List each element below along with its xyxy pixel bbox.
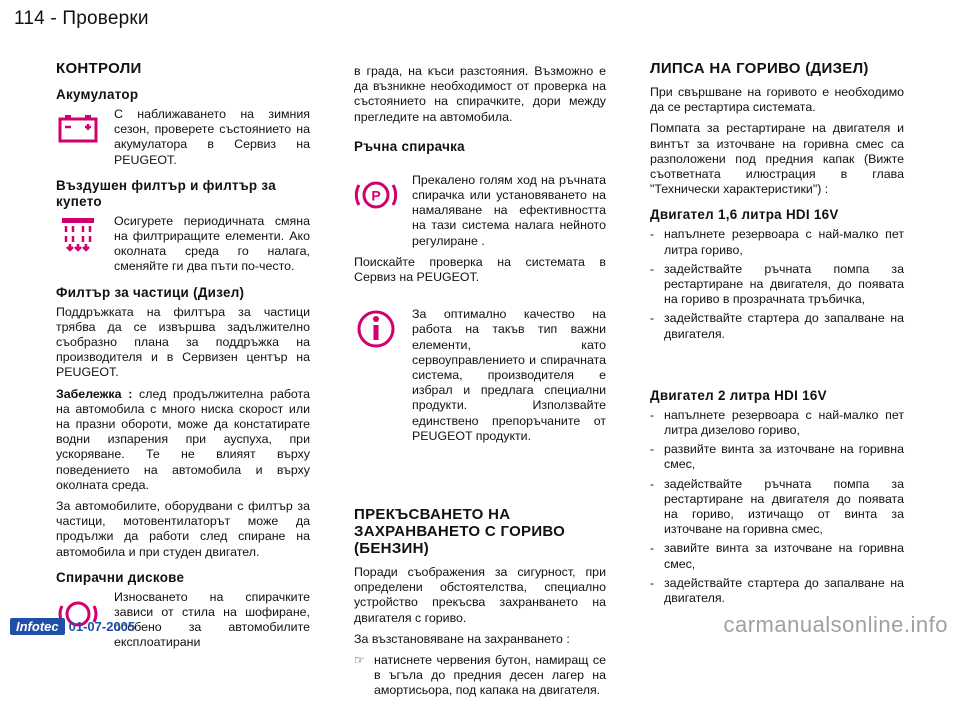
brake-discs-title: Спирачни дискове — [56, 569, 185, 585]
fuel-cut-heading: ПРЕКЪСВАНЕТО НА ЗАХРАНВАНЕТО С ГОРИВО (БЕНЗИН) — [354, 506, 566, 558]
fuel-cut-list — [354, 653, 606, 699]
particulate-filter-title: Филтър за частици (Дизел) — [56, 284, 245, 300]
list-item: ☞ натиснете червения бутон, намиращ се в ъгъла до предния десен лагер на амортисьора, под капака на двигателя. — [354, 653, 606, 699]
particulate-note — [56, 387, 310, 493]
brakes-continued-text: в града, на къси разстояния. Възможно е да възникне необходимост от проверка на състоянието на спирачките, дори между прегледите на автомобила. — [354, 64, 606, 124]
diesel-out-text-2: Помпата за рестартиране на двигателя и винтът за източване на горивна смес са разположени под предния капак (Вижте съответната илюстрация в глава "Технически характеристики") : — [650, 121, 904, 197]
particulate-text-2: За автомобилите, оборудвани с филтър за частици, мотовентилаторът може да продължи да работи след спиране на автомобила и при студен двигател. — [56, 499, 310, 559]
list-item: - напълнете резервоара с най-малко пет литра гориво, — [650, 227, 904, 257]
battery-text: С наближаването на зимния сезон, проверете състоянието на акумулатора в Сервиз на PEUGEOT. — [114, 107, 310, 167]
diesel-out-text-1: При свършване на горивото е необходимо да се рестартира системата. — [650, 85, 904, 115]
list-item: - задействайте ръчната помпа за рестартиране на двигателя, до появата на гориво в прозрачната тръбичка, — [650, 262, 904, 308]
column-2 — [354, 64, 606, 705]
engine-20-list — [650, 408, 904, 606]
battery-title: Акумулатор — [56, 87, 139, 102]
list-item: - развийте винта за източване на горивна смес, — [650, 442, 904, 472]
footer-date: 01-07-2005 — [68, 619, 136, 634]
engine-16-title: Двигател 1,6 литра HDI 16V — [650, 207, 839, 223]
list-item: - напълнете резервоара с най-малко пет литра дизелово гориво, — [650, 408, 904, 438]
note-text: след продължителна работа на автомобила с много ниска скорост или на празни обороти, може да констатирате водни изпарения при ауспуха, при ускоряване. Те не влияят върху поведението на автомобила и върху околната среда. — [56, 386, 310, 492]
brake-discs-text: Износването на спирачките зависи от стила на шофиране, особено за автомобилите експлоатирани — [114, 589, 310, 650]
note-label: Забележка : — [56, 386, 133, 401]
svg-text:P: P — [371, 187, 381, 204]
info-text: За оптимално качество на работа на такъв тип важни елементи, като сервоуправлението и спирачната система, производителя е избрал и предлага специални продукти. Използвайте единствено препоръчаните от PEUGEOT продукти. — [412, 307, 606, 443]
engine-16-list — [650, 227, 904, 341]
list-item: - задействайте стартера до запалване на двигателя. — [650, 576, 904, 606]
page-title: 114 - Проверки — [14, 8, 149, 29]
battery-block — [56, 107, 310, 168]
info-block — [354, 307, 606, 444]
section-heading-controls: КОНТРОЛИ — [56, 60, 142, 77]
column-3 — [650, 60, 904, 612]
fuel-cut-text-2: За възстановяване на захранването : — [354, 631, 570, 646]
brand-logo: Infotec — [10, 618, 65, 635]
air-filter-icon — [56, 216, 100, 256]
parking-brake-icon — [354, 175, 398, 215]
fuel-cut-text-1: Поради съображения за сигурност, при определени обстоятелства, специално устройство прекъсва захранването на двигателя с гориво. — [354, 565, 606, 625]
column-1 — [56, 60, 310, 657]
handbrake-block — [354, 173, 606, 249]
watermark: carmanualsonline.info — [723, 612, 948, 637]
list-item: - задействайте ръчната помпа за рестартиране на двигателя до появата на гориво, изтичащо от винта за източване на горивна смес, — [650, 477, 904, 538]
battery-icon — [56, 109, 100, 149]
info-icon — [354, 309, 398, 349]
handbrake-text-1: Прекалено голям ход на ръчната спирачка или установяването на намаляване на ефективността на тази система налага нейното регулиране . — [412, 172, 606, 248]
engine-20-title: Двигател 2 литра HDI 16V — [650, 387, 827, 403]
air-filter-title: Въздушен филтър и филтър за купето — [56, 177, 276, 209]
particulate-text-1: Поддръжката на филтъра за частици трябва да се извършва задължително съобразно плана за поддръжка на производителя и в Сервизен център на PEUGEOT. — [56, 304, 310, 380]
footer — [10, 618, 135, 635]
handbrake-text-2: Поискайте проверка на системата в Сервиз на PEUGEOT. — [354, 254, 606, 285]
list-item: - задействайте стартера до запалване на двигателя. — [650, 311, 904, 341]
air-filter-text: Осигурете периодичната смяна на филтриращите елементи. Ако околната среда го налага, сменяйте ги два пъти по-често. — [114, 213, 310, 274]
list-item: - завийте винта за източване на горивна смес, — [650, 541, 904, 571]
air-filter-block — [56, 214, 310, 275]
diesel-out-heading: ЛИПСА НА ГОРИВО (ДИЗЕЛ) — [650, 60, 869, 77]
handbrake-title: Ръчна спирачка — [354, 138, 465, 154]
